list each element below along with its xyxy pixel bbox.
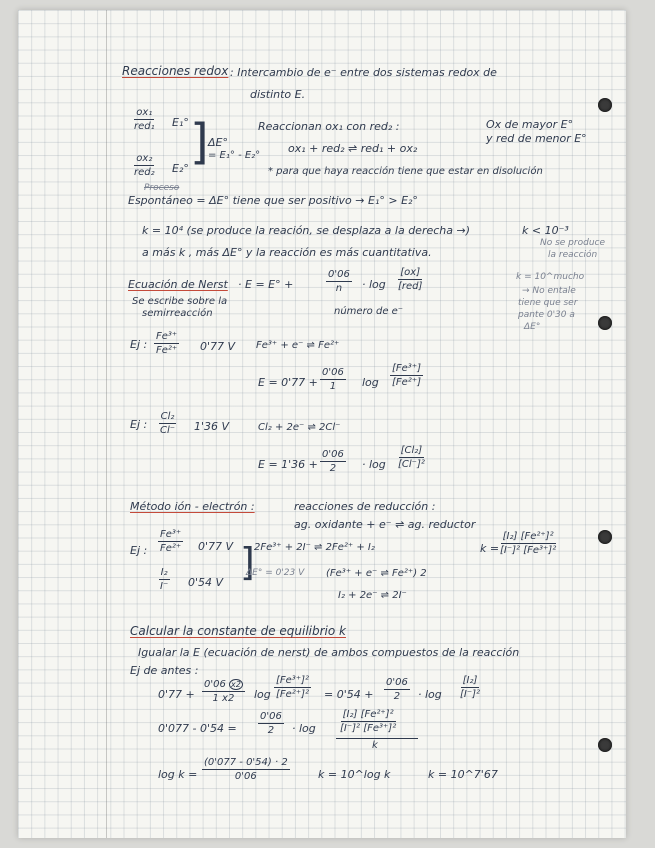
l3-k: k = 10^log k — [318, 768, 391, 781]
binder-hole — [598, 530, 612, 544]
constant-example: Ej de antes : — [130, 664, 199, 677]
nernst-eq-lhs: · E = E° + — [238, 278, 294, 291]
constant-desc: Igualar la E (ecuación de nerst) de ambos compuestos de la reacción — [138, 646, 520, 659]
right-brace: ] — [190, 114, 209, 170]
react-label: Reaccionan ox₁ con red₂ : — [258, 120, 400, 133]
binder-hole — [598, 738, 612, 752]
ion-electron-general: ag. oxidante + e⁻ ⇌ ag. reductor — [294, 518, 476, 531]
ej2-value: 1'36 V — [194, 420, 230, 433]
ion-fe-pair: $\frac{\text{Fe³⁺}}{\text{Fe²⁺}}$ — [160, 529, 182, 554]
dissolution-note: * para que haya reacción tiene que estar en disolución — [268, 166, 543, 177]
l1-ratio: $\frac{\text{[Fe³⁺]²}}{\text{[Fe²⁺]²}}$ — [276, 675, 310, 700]
n-note: número de e⁻ — [334, 306, 404, 317]
delta-e-equation: = E₁° - E₂° — [208, 150, 261, 161]
ej1-ratio: $\frac{\text{[Fe³⁺]}}{\text{[Fe²⁺]}}$ — [392, 363, 421, 388]
l1-log-2: · log — [418, 688, 442, 701]
l2-lhs: 0'077 - 0'54 = — [158, 722, 237, 735]
more-k-note: a más k , más ΔE° y la reacción es más cuantitativa. — [142, 246, 432, 259]
binder-hole — [598, 98, 612, 112]
constant-title: Calcular la constante de equilibrio k — [130, 624, 346, 638]
l2-k: k — [372, 740, 378, 751]
l2-ratio: $\frac{\text{[I₂] [Fe²⁺]²}}{\text{[I⁻]² [Fe³⁺]²}}$ — [340, 709, 397, 734]
ej2-ratio: $\frac{\text{[Cl₂]}}{\text{[Cl⁻]²}}$ — [398, 445, 425, 470]
ion-delta: ΔE° = 0'23 V — [246, 568, 305, 578]
k-right-note-4: pante 0'30 a — [518, 310, 575, 320]
l1-rhs: = 0'54 + — [324, 688, 374, 701]
ej2-pair: $\frac{\text{Cl₂}}{Cl^-}$ — [160, 411, 176, 436]
notebook-page — [18, 10, 626, 838]
ion-electron-title: Método ión - electrón : — [130, 500, 255, 513]
k-small-note: k < 10⁻³ — [522, 224, 569, 237]
e1-label: E₁° — [172, 116, 189, 129]
ion-i-pair: $\frac{\text{I₂}}{I^-}$ — [160, 567, 169, 592]
ion-half-1: (Fe³⁺ + e⁻ ⇌ Fe²⁺) 2 — [326, 568, 427, 579]
pair-ox1-red1: ox₁ red₁ — [134, 107, 155, 132]
binder-hole — [598, 316, 612, 330]
spontaneous-rule: Espontáneo = ΔE° tiene que ser positivo → E₁° > E₂° — [128, 194, 418, 207]
ej1-label: Ej : — [130, 338, 148, 351]
margin-line — [106, 10, 107, 838]
mayor-note: Ox de mayor E° — [486, 118, 574, 131]
ej2-log: · log — [362, 458, 386, 471]
l3-ratio: $\frac{(0'077 - 0'54) \cdot 2}{0'06}$ — [204, 757, 288, 782]
ion-k-ratio: $\frac{\text{[I₂] [Fe²⁺]²}}{\text{[I⁻]² [Fe³⁺]²}}$ — [500, 531, 557, 556]
ion-i-value: 0'54 V — [188, 576, 224, 589]
ion-half-2: I₂ + 2e⁻ ⇌ 2I⁻ — [338, 590, 407, 601]
ej1-coef: $\frac{0'06}{1}$ — [322, 367, 344, 392]
react-equation: ox₁ + red₂ ⇌ red₁ + ox₂ — [288, 142, 418, 155]
l1-coef-2: $\frac{0'06}{2}$ — [386, 677, 408, 702]
nernst-title: Ecuación de Nerst — [128, 278, 228, 291]
delta-e-label: ΔE° — [208, 136, 228, 149]
nernst-log: · log — [362, 278, 386, 291]
k-large-note: k = 10⁴ (se produce la reación, se desplaza a la derecha →) — [142, 224, 470, 237]
ej1-half: Fe³⁺ + e⁻ ⇌ Fe²⁺ — [256, 340, 340, 351]
ej1-log: log — [362, 376, 379, 389]
k-right-note-3: tiene que ser — [518, 298, 578, 308]
ion-ej-label: Ej : — [130, 544, 148, 557]
ej1-e: E = 0'77 + — [258, 376, 318, 389]
ion-electron-desc: reacciones de reducción : — [294, 500, 436, 513]
l3-result: k = 10^7'67 — [428, 768, 498, 781]
ej2-e: E = 1'36 + — [258, 458, 318, 471]
ion-brace: ] — [240, 540, 255, 584]
ion-global-eq: 2Fe³⁺ + 2I⁻ ⇌ 2Fe²⁺ + I₂ — [254, 542, 375, 553]
ion-k-lhs: k = — [480, 542, 500, 555]
l3-lhs: log k = — [158, 768, 198, 781]
struck-word: Proceso — [144, 183, 180, 193]
l1-coef: $\frac{0'06 x2}{1 x2}$ — [202, 678, 245, 705]
k-small-note-3: la reacción — [548, 250, 598, 260]
section-title-redox: Reacciones redox — [122, 64, 229, 78]
nernst-ratio: [ox] [red] — [398, 267, 423, 292]
l1-log: log — [254, 688, 271, 701]
ion-fe-value: 0'77 V — [198, 540, 234, 553]
ej1-pair: $\frac{\text{Fe³⁺}}{\text{Fe²⁺}}$ — [156, 331, 178, 356]
l1-ratio-2: $\frac{\text{[I₂]}}{\text{[I⁻]²}}$ — [460, 675, 481, 700]
redox-definition: : Intercambio de e⁻ entre dos sistemas redox de — [230, 66, 497, 79]
k-right-note-2: → No entale — [522, 286, 576, 296]
ej2-half: Cl₂ + 2e⁻ ⇌ 2Cl⁻ — [258, 422, 341, 433]
l2-k-bracket — [336, 738, 418, 739]
k-right-note-5: ΔE° — [524, 322, 541, 332]
sobre-note-2: semirreacción — [142, 308, 213, 319]
k-right-note: k = 10^mucho — [516, 272, 585, 282]
ej2-label: Ej : — [130, 418, 148, 431]
ej1-value: 0'77 V — [200, 340, 236, 353]
l2-coef: $\frac{0'06}{2}$ — [260, 711, 282, 736]
sobre-note: Se escribe sobre la — [132, 296, 228, 307]
pair-ox2-red2: ox₂ red₂ — [134, 153, 155, 178]
nernst-coef: $\frac{0'06}{n}$ — [328, 269, 350, 294]
l2-log: · log — [292, 722, 316, 735]
k-small-note-2: No se produce — [540, 238, 606, 248]
ej2-coef: $\frac{0'06}{2}$ — [322, 449, 344, 474]
redox-definition-cont: distinto E. — [250, 88, 306, 101]
e2-label: E₂° — [172, 162, 189, 175]
l1-lhs: 0'77 + — [158, 688, 195, 701]
menor-note: y red de menor E° — [486, 132, 587, 145]
